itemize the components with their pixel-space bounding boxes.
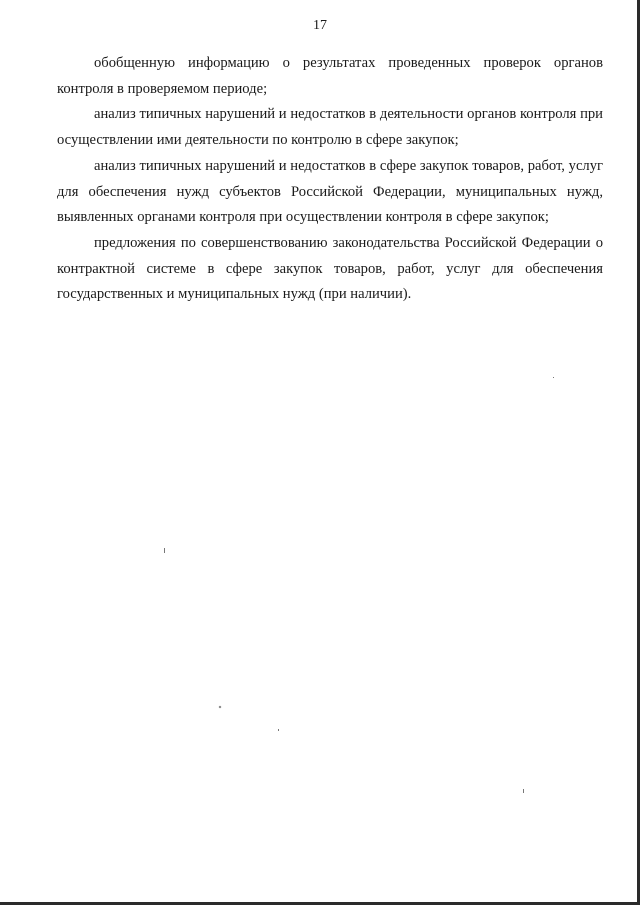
scan-speck: [219, 706, 222, 709]
scan-speck: [553, 377, 554, 378]
paragraph-2: анализ типичных нарушений и недостатков в деятельности органов контроля при осуществлении ими деятельности по контролю в сфере закупок;: [57, 106, 603, 149]
page-number: 17: [313, 18, 327, 33]
paragraph-1: обобщенную информацию о результатах проведенных проверок органов контроля в проверяемом периоде;: [57, 55, 603, 97]
body-text: [57, 51, 603, 308]
paragraph-3: анализ типичных нарушений и недостатков в сфере закупок товаров, работ, услуг для обеспечения нужд субъектов Российской Федерации, муниципальных нужд, выявленных органами контроля при осуществлении контроля в сфере закупок;: [57, 157, 603, 226]
scan-speck: [164, 548, 165, 553]
scan-speck: [278, 729, 279, 731]
paragraph-4: предложения по совершенствованию законодательства Российской Федерации о контрактной системе в сфере закупок товаров, работ, услуг для обеспечения государственных и муниципальных нужд (при наличии).: [57, 234, 603, 303]
scan-speck: [523, 789, 524, 793]
